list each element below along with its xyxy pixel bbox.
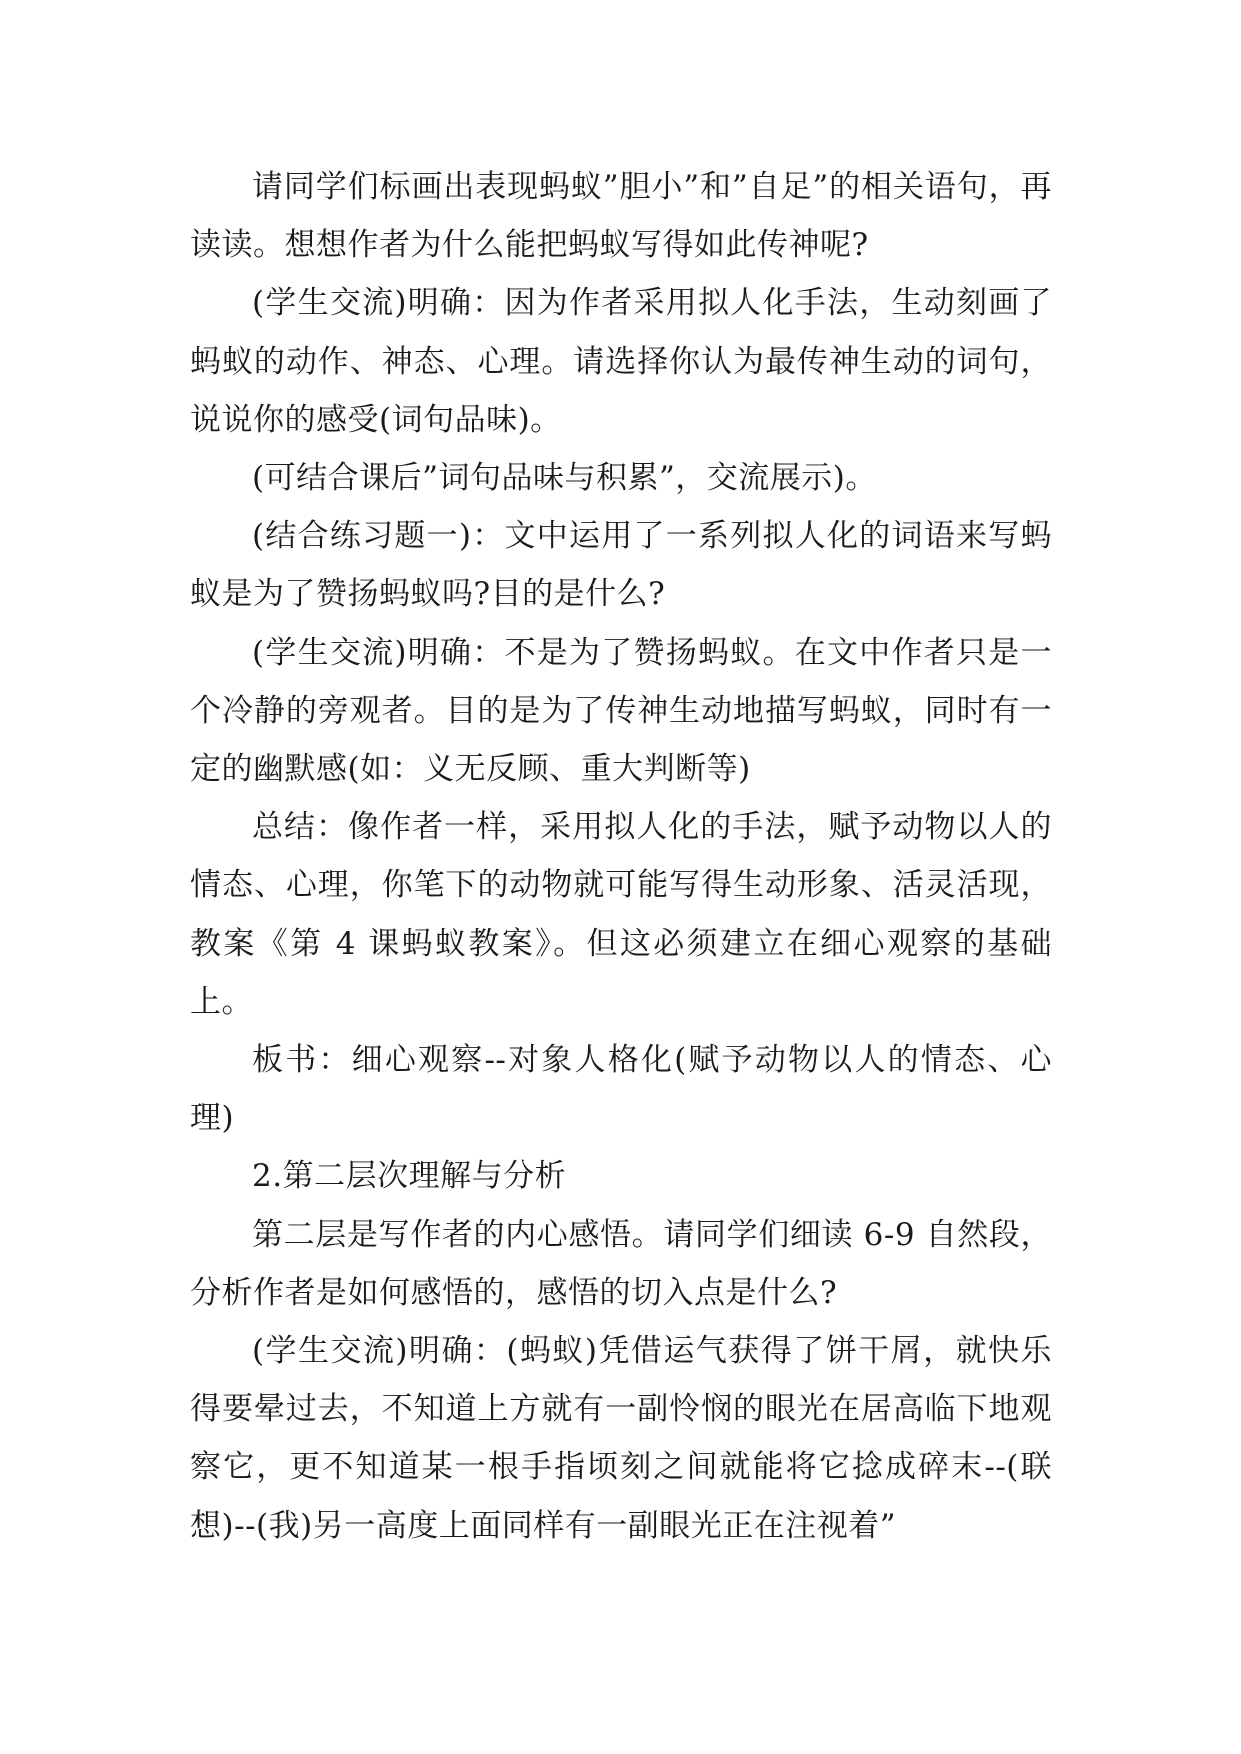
paragraph: (学生交流)明确：(蚂蚁)凭借运气获得了饼干屑，就快乐得要晕过去，不知道上方就有一副怜悯的眼光在居高临下地观察它，更不知道某一根手指顷刻之间就能将它捻成碎末--(联想)--(我)另一高度上面同样有一副眼光正在注视着”	[190, 1333, 1052, 1544]
paragraph: 总结：像作者一样，采用拟人化的手法，赋予动物以人的情态、心理，你笔下的动物就可能写得生动形象、活灵活现，教案《第 4 课蚂蚁教案》。但这必须建立在细心观察的基础上。	[190, 809, 1052, 1020]
section-heading: 2.第二层次理解与分析	[252, 1158, 567, 1195]
paragraph: (可结合课后”词句品味与积累”，交流展示)。	[252, 460, 877, 497]
paragraph: (结合练习题一)：文中运用了一系列拟人化的词语来写蚂蚁是为了赞扬蚂蚁吗?目的是什么?	[190, 518, 1052, 613]
paragraph: 板书：细心观察--对象人格化(赋予动物以人的情态、心理)	[190, 1042, 1052, 1137]
paragraph: 第二层是写作者的内心感悟。请同学们细读 6-9 自然段，分析作者是如何感悟的，感悟的切入点是什么?	[190, 1216, 1052, 1311]
document-body	[190, 158, 1052, 1555]
paragraph: 请同学们标画出表现蚂蚁”胆小”和”自足”的相关语句，再读读。想想作者为什么能把蚂蚁写得如此传神呢?	[190, 169, 1052, 264]
paragraph: (学生交流)明确：因为作者采用拟人化手法，生动刻画了蚂蚁的动作、神态、心理。请选择你认为最传神生动的词句，说说你的感受(词句品味)。	[190, 285, 1052, 438]
paragraph: (学生交流)明确：不是为了赞扬蚂蚁。在文中作者只是一个冷静的旁观者。目的是为了传神生动地描写蚂蚁，同时有一定的幽默感(如：义无反顾、重大判断等)	[190, 634, 1052, 788]
